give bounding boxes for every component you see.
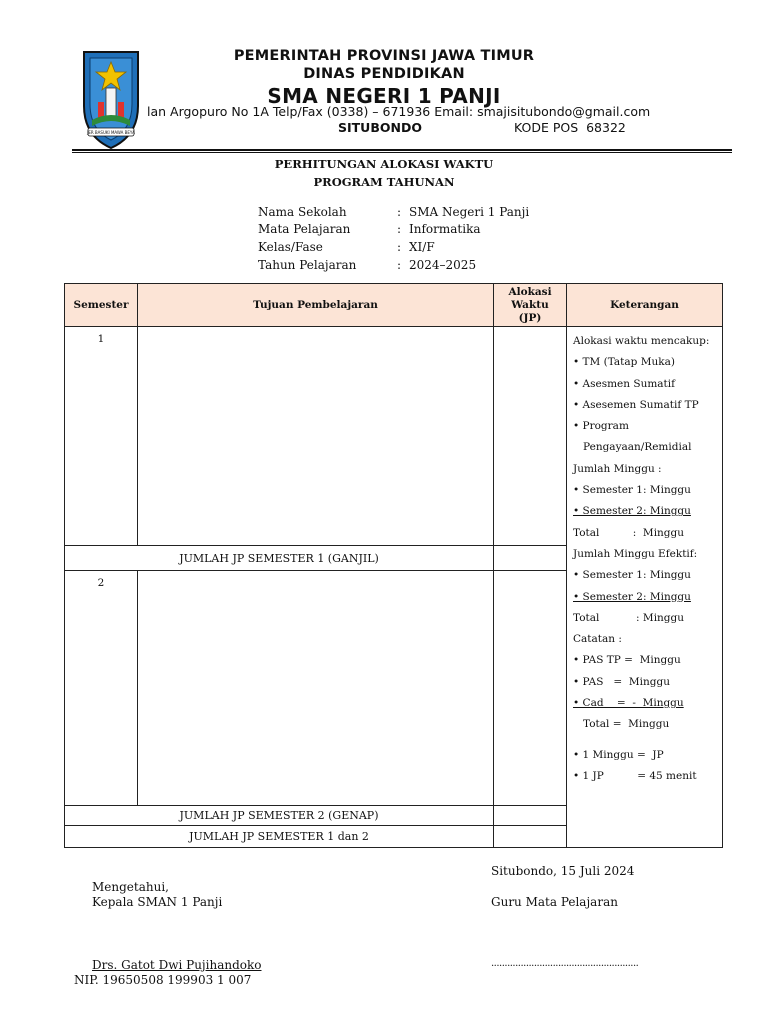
keterangan-line: Total = Minggu [573,718,670,731]
kop-city: SITUBONDO [338,120,422,135]
semester-1-number: 1 [64,326,138,546]
mengetahui-label: Mengetahui, [92,880,169,894]
info-label-school: Nama Sekolah [258,205,347,219]
info-value-year: 2024–2025 [409,258,477,272]
keterangan-line: • Semester 1: Minggu [573,569,691,582]
info-colon: : [397,222,402,236]
jumlah-total-value[interactable] [493,825,567,848]
jumlah-semester-1-label: JUMLAH JP SEMESTER 1 (GANJIL) [64,545,494,571]
keterangan-line: • Program [573,420,629,433]
document-subtitle: PROGRAM TAHUNAN [313,175,455,189]
header-semester: Semester [64,283,138,327]
kop-school-name: SMA NEGERI 1 PANJI [267,84,501,108]
jawa-timur-emblem-logo [80,44,142,154]
info-label-class: Kelas/Fase [258,240,323,254]
keterangan-line: Jumlah Minggu : [573,462,662,475]
semester-2-jp-cell[interactable] [493,570,567,806]
header-rule-thin [72,152,732,153]
keterangan-line: • 1 Minggu = JP [573,748,664,761]
keterangan-list [573,331,723,787]
keterangan-line: • Cad = - Minggu [573,697,684,710]
guru-mapel-label: Guru Mata Pelajaran [491,895,618,909]
document-title: PERHITUNGAN ALOKASI WAKTU [274,157,494,171]
kop-postal-code: KODE POS 68322 [514,120,626,135]
keterangan-line: • Asesemen Sumatif TP [573,398,699,411]
info-colon: : [397,258,402,272]
place-date: Situbondo, 15 Juli 2024 [491,864,635,878]
info-label-subject: Mata Pelajaran [258,222,351,236]
header-keterangan: Keterangan [566,283,723,327]
jumlah-semester-2-label: JUMLAH JP SEMESTER 2 (GENAP) [64,805,494,826]
semester-2-number: 2 [64,570,138,806]
header-tujuan-pembelajaran: Tujuan Pembelajaran [137,283,494,327]
kepala-sekolah-name: Drs. Gatot Dwi Pujihandoko [92,958,262,972]
keterangan-line: Alokasi waktu mencakup: [573,335,710,347]
keterangan-spacer [573,736,723,745]
kop-line-department: DINAS PENDIDIKAN [303,66,465,82]
kop-line-government: PEMERINTAH PROVINSI JAWA TIMUR [233,48,535,64]
keterangan-line: Catatan : [573,633,622,646]
semester-1-jp-cell[interactable] [493,326,567,546]
jumlah-semester-1-value[interactable] [493,545,567,571]
keterangan-line: • Semester 2: Minggu [573,590,691,603]
kop-address: lan Argopuro No 1A Telp/Fax (0338) – 671936 Email: smajisitubondo@gmail.com [147,104,651,119]
header-rule-thick [72,149,732,151]
keterangan-line: • TM (Tatap Muka) [573,356,675,369]
info-value-subject: Informatika [409,222,481,236]
info-value-class: XI/F [409,240,435,254]
info-value-school: SMA Negeri 1 Panji [409,205,530,219]
semester-1-tujuan-cell[interactable] [137,326,494,546]
info-label-year: Tahun Pelajaran [258,258,357,272]
keterangan-line: Total : Minggu [573,526,685,539]
logo-motto: JER BASUKI MAWA BEYA [87,130,135,135]
jumlah-semester-2-value[interactable] [493,805,567,826]
keterangan-line: • Semester 2: Minggu [573,505,691,518]
guru-signature-line[interactable]: ....................................................... [491,958,639,969]
keterangan-line: Pengayaan/Remidial [573,441,692,454]
kepala-sekolah-label: Kepala SMAN 1 Panji [92,895,223,909]
keterangan-line: • Asesmen Sumatif [573,377,676,390]
keterangan-line: • Semester 1: Minggu [573,484,691,497]
keterangan-line: • 1 JP = 45 menit [573,769,697,782]
kepala-sekolah-nip: NIP. 19650508 199903 1 007 [74,973,252,987]
jumlah-total-label: JUMLAH JP SEMESTER 1 dan 2 [64,825,494,848]
keterangan-line: Jumlah Minggu Efektif: [573,547,698,560]
header-alokasi-waktu: Alokasi Waktu (JP) [493,283,567,327]
info-colon: : [397,240,402,254]
keterangan-line: • PAS = Minggu [573,675,670,688]
keterangan-line: Total : Minggu [573,611,685,624]
info-colon: : [397,205,402,219]
keterangan-line: • PAS TP = Minggu [573,654,681,667]
semester-2-tujuan-cell[interactable] [137,570,494,806]
